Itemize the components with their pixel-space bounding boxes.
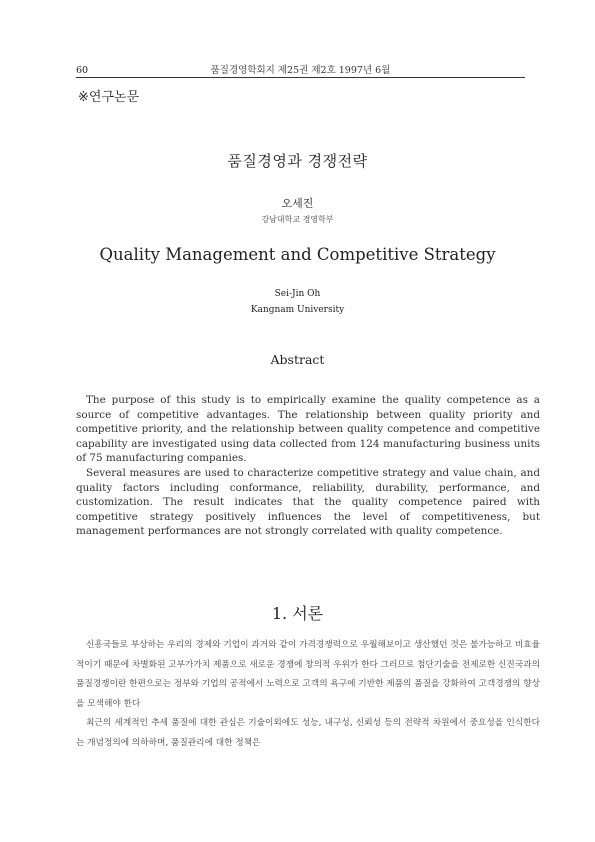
running-header [76,64,525,78]
abstract-heading: Abstract [270,352,325,367]
section-body [76,636,540,753]
page-number: 60 [76,65,89,76]
abstract-paragraph: Several measures are used to characterize competitive strategy and value chain, and quality factors including conformance, reliability, durability, performance, and customization. The result indicates that the quality competence paired with competitive strategy positively influences the level of competitiveness, but management performances are not strongly correlated with quality competence. [76,466,540,538]
author-name-korean: 오세진 [281,197,314,210]
abstract-body [76,393,540,539]
paper-title-english: Quality Management and Competitive Strategy [99,245,496,264]
author-name-english: Sei-Jin Oh [274,289,321,299]
body-paragraph: 신흥국들로 부상하는 우리의 경제와 기업이 과거와 같이 가격경쟁력으로 우월해보이고 생산했던 것은 불가능하고 비효율적이기 때문에 차별화된 고부가가치 제품으로 새로운 경쟁에 창의적 우위가 한다 그러므로 첨단기술을 전제로한 신진국과의 품질경쟁이란 한편으로는 정부와 기업의 공적에서 노력으로 고객의 욕구에 기반한 제품의 품질을 강화하여 고객경쟁의 향상을 모색해야 한다 [76,640,540,709]
abstract-paragraph: The purpose of this study is to empirically examine the quality competence as a source of competitive advantages. The relationship between quality priority and competitive priority, and the relationship between quality competence and competitive capability are investigated using data collected from 124 manufacturing business units of 75 manufacturing companies. [76,394,540,465]
body-paragraph: 최근의 세계적인 추세 품질에 대한 관심은 기술이외에도 성능, 내구성, 신뢰성 등의 전략적 차원에서 중요성을 인식한다는 개념정의에 의하하며, 품질관리에 대한 정책은 [76,718,540,748]
affiliation-english: Kangnam University [250,305,345,315]
paper-title-korean: 품질경영과 경쟁전략 [227,152,368,170]
affiliation-korean: 강남대학교 경영학부 [261,215,334,224]
journal-citation: 품질경영학회지 제25권 제2호 1997년 6월 [210,65,391,76]
section-heading: 1. 서론 [271,604,324,623]
section-tag: ※연구논문 [78,90,140,105]
